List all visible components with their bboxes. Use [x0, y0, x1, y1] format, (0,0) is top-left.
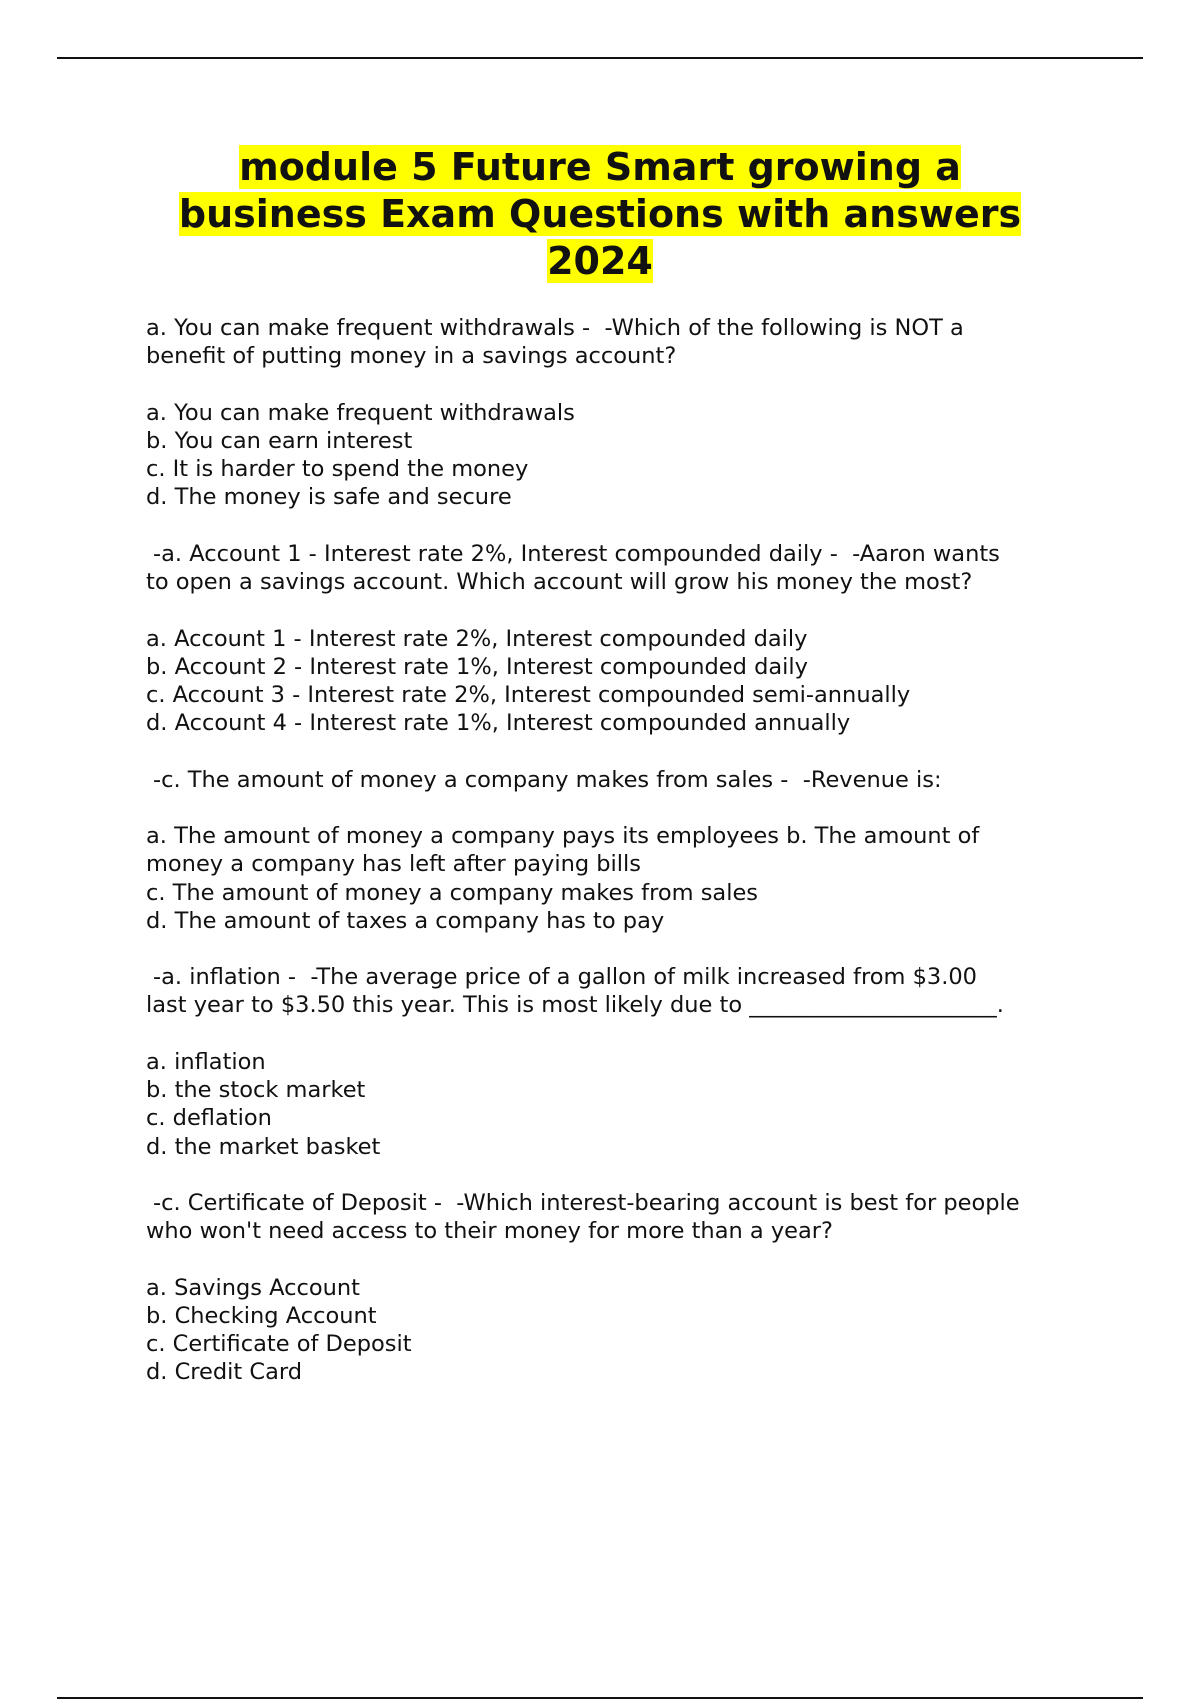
title-line-2: business Exam Questions with answers [178, 192, 1022, 236]
option-line: c. Account 3 - Interest rate 2%, Interest compounded semi-annually [146, 681, 911, 708]
option-line: a. The amount of money a company pays its employees b. The amount of [146, 823, 980, 850]
option-line: b. You can earn interest [146, 427, 413, 454]
questions-list [146, 314, 1096, 1415]
question-1-prompt [146, 314, 1096, 370]
option-line: b. Checking Account [146, 1302, 377, 1329]
question-5-options [146, 1274, 1096, 1387]
option-line: a. Account 1 - Interest rate 2%, Interest compounded daily [146, 625, 808, 652]
title-line-3: 2024 [547, 239, 653, 283]
question-2-options [146, 625, 1096, 738]
option-line: b. the stock market [146, 1077, 366, 1104]
question-5-prompt [146, 1189, 1096, 1245]
option-line: d. The money is safe and secure [146, 484, 512, 511]
option-line: c. The amount of money a company makes from sales [146, 879, 759, 906]
question-2-prompt [146, 540, 1096, 596]
top-rule [57, 57, 1143, 59]
bottom-rule [57, 1697, 1143, 1699]
option-line: c. Certificate of Deposit [146, 1331, 412, 1358]
question-1-options [146, 399, 1096, 512]
option-line: c. deflation [146, 1105, 272, 1132]
option-line: a. You can make frequent withdrawals [146, 399, 575, 426]
question-3-prompt [146, 766, 1096, 794]
prompt-line: last year to $3.50 this year. This is most likely due to ______________________. [146, 992, 1004, 1019]
prompt-line: -c. The amount of money a company makes from sales - -Revenue is: [153, 766, 942, 793]
option-line: a. Savings Account [146, 1274, 360, 1301]
question-4-prompt [146, 963, 1096, 1019]
prompt-line: a. You can make frequent withdrawals - -Which of the following is NOT a [146, 315, 964, 341]
question-4-options [146, 1048, 1096, 1161]
prompt-line: who won't need access to their money for more than a year? [146, 1218, 833, 1245]
option-line: money a company has left after paying bills [146, 851, 642, 878]
title-line-1: module 5 Future Smart growing a [239, 145, 961, 189]
prompt-line: -a. Account 1 - Interest rate 2%, Interest compounded daily - -Aaron wants [153, 540, 1000, 567]
prompt-line: benefit of putting money in a savings account? [146, 343, 677, 370]
prompt-line: to open a savings account. Which account will grow his money the most? [146, 569, 973, 596]
option-line: c. It is harder to spend the money [146, 456, 529, 483]
option-line: d. Credit Card [146, 1359, 303, 1386]
question-3-options [146, 822, 1096, 935]
option-line: d. the market basket [146, 1133, 381, 1160]
prompt-line: -a. inflation - -The average price of a gallon of milk increased from $3.00 [153, 964, 977, 991]
option-line: a. inflation [146, 1048, 266, 1075]
document-title [60, 144, 1140, 285]
prompt-line: -c. Certificate of Deposit - -Which interest-bearing account is best for people [153, 1190, 1020, 1217]
option-line: b. Account 2 - Interest rate 1%, Interest compounded daily [146, 653, 808, 680]
option-line: d. Account 4 - Interest rate 1%, Interest compounded annually [146, 710, 851, 737]
option-line: d. The amount of taxes a company has to pay [146, 907, 665, 934]
